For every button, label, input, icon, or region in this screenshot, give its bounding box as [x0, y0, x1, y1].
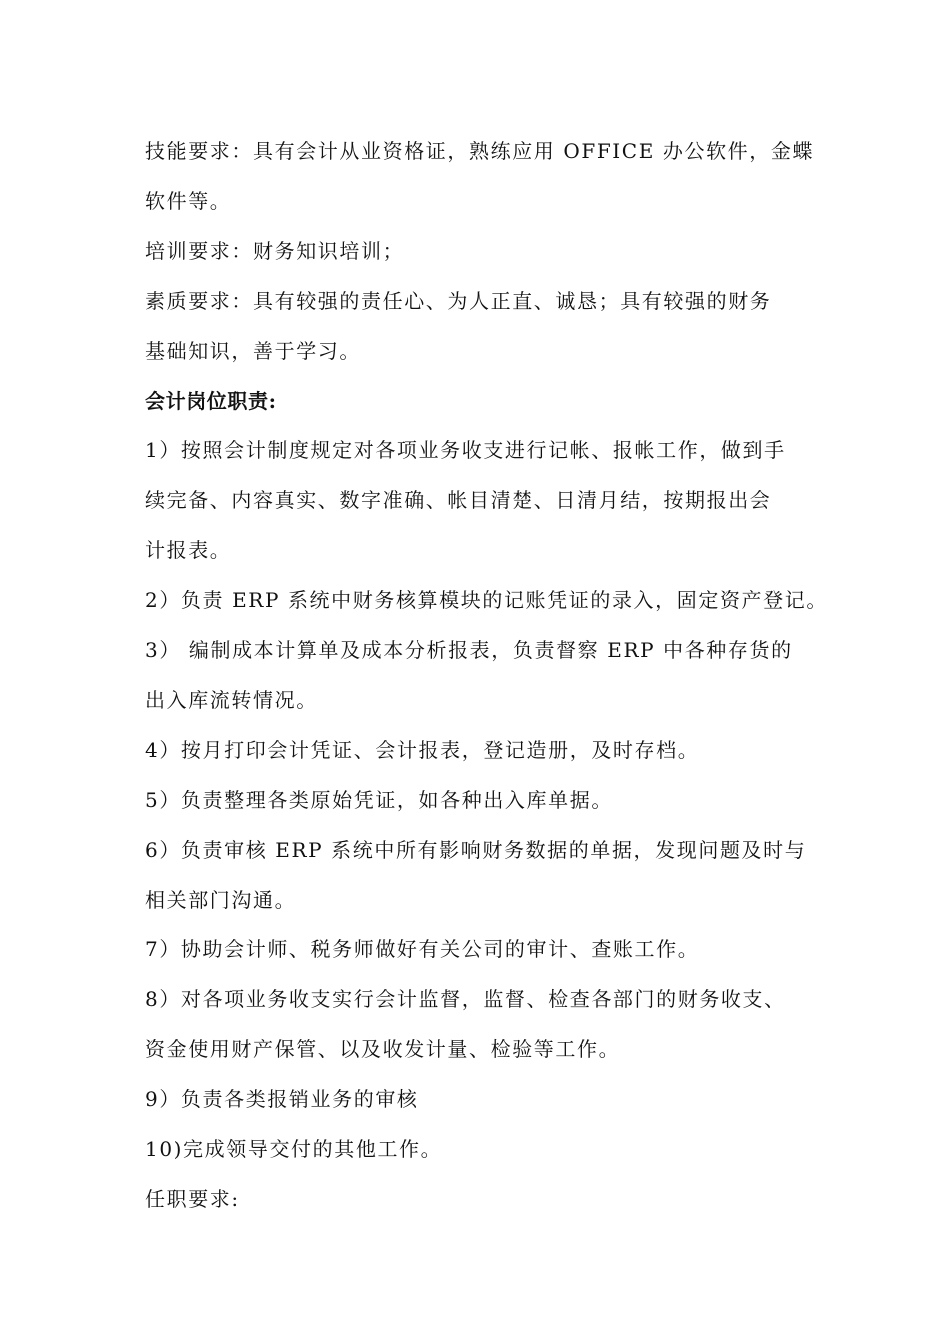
section-heading-accounting-duties: 会计岗位职责:	[145, 389, 277, 413]
duty-3-line-2: 出入库流转情况。	[145, 688, 318, 712]
duty-7-line: 7）协助会计师、税务师做好有关公司的审计、查账工作。	[145, 937, 700, 961]
duty-9-line: 9）负责各类报销业务的审核	[145, 1087, 419, 1111]
duty-10-line: 10)完成领导交付的其他工作。	[145, 1137, 443, 1161]
duty-4-line: 4）按月打印会计凭证、会计报表，登记造册，及时存档。	[145, 738, 700, 762]
duty-3-line-1: 3） 编制成本计算单及成本分析报表，负责督察 ERP 中各种存货的	[145, 638, 793, 662]
skill-requirement-line-2: 软件等。	[145, 189, 232, 213]
duty-1-line-1: 1）按照会计制度规定对各项业务收支进行记帐、报帐工作，做到手	[145, 438, 786, 462]
skill-requirement-line-1: 技能要求：具有会计从业资格证，熟练应用 OFFICE 办公软件，金蝶	[145, 139, 815, 163]
duty-6-line-2: 相关部门沟通。	[145, 888, 297, 912]
duty-8-line-1: 8）对各项业务收支实行会计监督，监督、检查各部门的财务收支、	[145, 987, 786, 1011]
duty-2-line: 2）负责 ERP 系统中财务核算模块的记账凭证的录入，固定资产登记。	[145, 588, 828, 612]
duty-1-line-3: 计报表。	[145, 538, 232, 562]
quality-requirement-line-1: 素质要求：具有较强的责任心、为人正直、诚恳；具有较强的财务	[145, 289, 772, 313]
duty-6-line-1: 6）负责审核 ERP 系统中所有影响财务数据的单据，发现问题及时与	[145, 838, 807, 862]
duty-8-line-2: 资金使用财产保管、以及收发计量、检验等工作。	[145, 1037, 621, 1061]
training-requirement-line: 培训要求：财务知识培训；	[145, 239, 405, 263]
duty-5-line: 5）负责整理各类原始凭证，如各种出入库单据。	[145, 788, 613, 812]
duty-1-line-2: 续完备、内容真实、数字准确、帐目清楚、日清月结，按期报出会	[145, 488, 772, 512]
quality-requirement-line-2: 基础知识，善于学习。	[145, 339, 361, 363]
job-requirements-heading: 任职要求:	[145, 1187, 240, 1211]
